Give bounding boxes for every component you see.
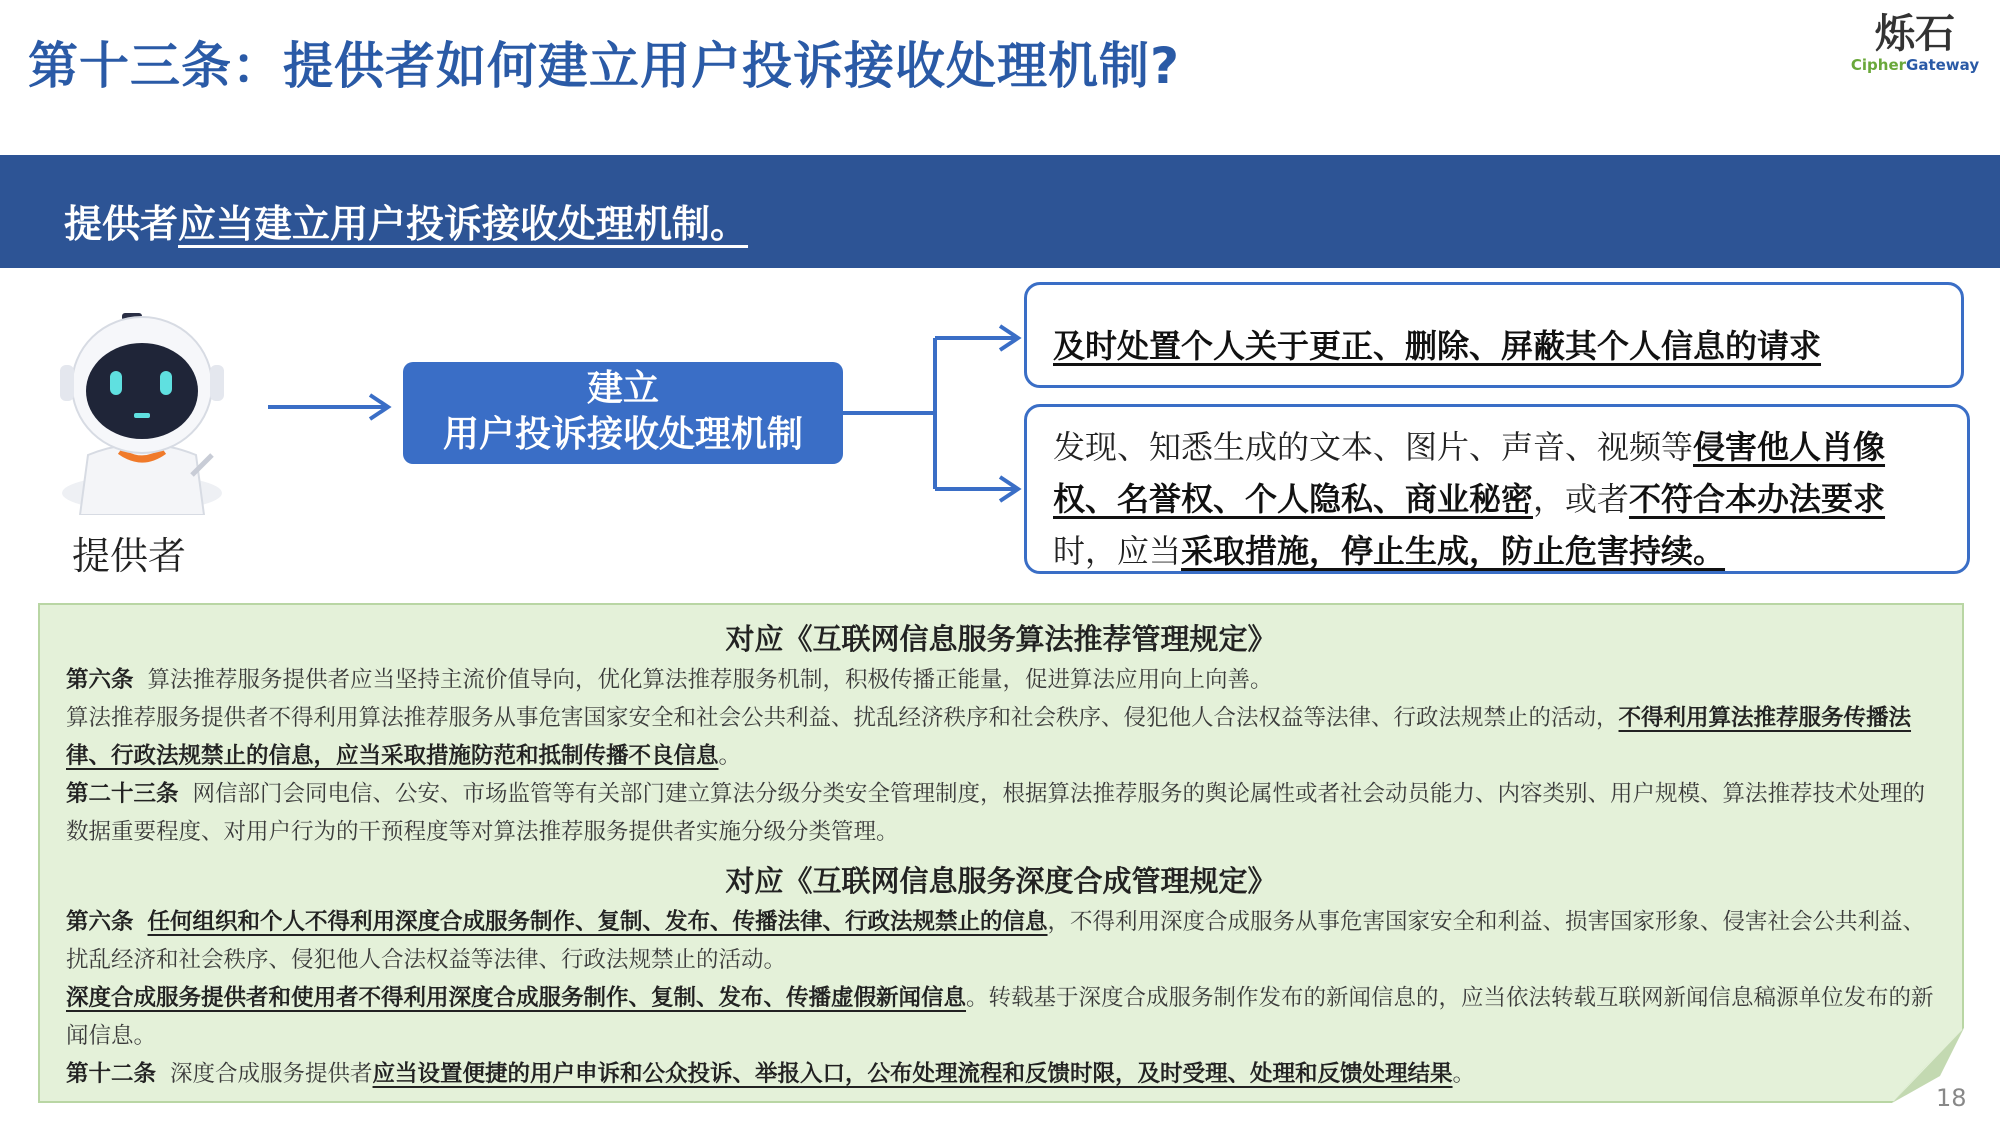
- provider-label: 提供者: [72, 534, 187, 578]
- mechanism-line1: 建立: [586, 368, 659, 409]
- outcome-box-1: [1024, 282, 1964, 388]
- logo-en-part2: Gateway: [1906, 56, 1980, 74]
- box2-t2: 侵害他人肖像权、名誉权、个人隐私、商业秘密: [1053, 428, 1886, 518]
- article-end: 。: [718, 743, 742, 769]
- regulations-panel: [38, 603, 1964, 1103]
- logo-cn-text: 烁石: [1875, 11, 1955, 57]
- outcome-box-1-text: 及时处置个人关于更正、删除、屏蔽其个人信息的请求: [1053, 327, 1822, 365]
- outcome-box-2: [1024, 404, 1970, 574]
- page-number: 18: [1936, 1084, 1967, 1112]
- page-title: 第十三条：提供者如何建立用户投诉接收处理机制?: [28, 37, 1181, 95]
- article-text: 算法推荐服务提供者应当坚持主流价值导向，优化算法推荐服务机制，积极传播正能量，促进算法应用向上向善。: [147, 667, 1273, 693]
- mechanism-line2: 用户投诉接收处理机制: [442, 414, 803, 455]
- article-text: ，不得利用深度合成服务从事危害国家安全和利益、损害国家形象、侵害社会公共利益、扰乱经济和社会秩序、侵犯他人合法权益等法律、行政法规禁止的活动。: [66, 909, 1926, 973]
- regulation-paragraph: [66, 979, 1936, 1055]
- box2-t6: 采取措施，停止生成，防止危害持续。: [1181, 532, 1726, 570]
- robot-astronaut-icon: [52, 305, 232, 515]
- regulation-heading-2: 对应《互联网信息服务深度合成管理规定》: [725, 864, 1277, 898]
- article-label: 第六条: [66, 909, 134, 935]
- box2-t4: 不符合本办法要求: [1629, 480, 1886, 518]
- regulation-paragraph: [66, 775, 1936, 851]
- article-underlined: 不得利用算法推荐服务传播法律、行政法规禁止的信息，应当采取措施防范和抵制传播不良信息: [66, 705, 1912, 769]
- logo-en-part1: Cipher: [1850, 56, 1907, 74]
- regulation-paragraph: [66, 903, 1936, 979]
- mechanism-box: [403, 362, 843, 464]
- box2-t3: ，或者: [1533, 480, 1630, 518]
- banner-underlined: 应当建立用户投诉接收处理机制。: [178, 202, 749, 246]
- regulation-paragraph: [66, 1055, 1936, 1093]
- regulation-heading-1: 对应《互联网信息服务算法推荐管理规定》: [725, 622, 1277, 656]
- regulation-paragraph: [66, 699, 1936, 775]
- article-underlined: 深度合成服务提供者和使用者不得利用深度合成服务制作、复制、发布、传播虚假新闻信息: [66, 985, 967, 1011]
- article-text: 。转载基于深度合成服务制作发布的新闻信息的，应当依法转载互联网新闻信息稿源单位发布的新闻信息。: [66, 985, 1934, 1049]
- box2-t1: 发现、知悉生成的文本、图片、声音、视频等: [1053, 428, 1694, 466]
- article-end: 。: [1452, 1061, 1476, 1087]
- regulation-paragraph: [66, 661, 1936, 699]
- banner-prefix: 提供者: [64, 202, 179, 246]
- article-underlined: 应当设置便捷的用户申诉和公众投诉、举报入口，公布处理流程和反馈时限，及时受理、处理和反馈处理结果: [372, 1061, 1453, 1087]
- article-underlined: 任何组织和个人不得利用深度合成服务制作、复制、发布、传播法律、行政法规禁止的信息: [147, 909, 1048, 935]
- article-label: 第二十三条: [66, 781, 179, 807]
- article-label: 第十二条: [66, 1061, 157, 1087]
- box2-t5: 时，应当: [1053, 532, 1182, 570]
- article-text: 算法推荐服务提供者不得利用算法推荐服务从事危害国家安全和社会公共利益、扰乱经济秩序和社会秩序、侵犯他人合法权益等法律、行政法规禁止的活动，: [66, 705, 1619, 731]
- article-label: 第六条: [66, 667, 134, 693]
- outcome-box-2-text: [1053, 421, 1933, 577]
- article-text: 深度合成服务提供者: [170, 1061, 373, 1087]
- article-text: 网信部门会同电信、公安、市场监管等有关部门建立算法分级分类安全管理制度，根据算法推荐服务的舆论属性或者社会动员能力、内容类别、用户规模、算法推荐技术处理的数据重要程度、对用户行为的干预程度等对算法推荐服务提供者实施分级分类管理。: [66, 781, 1926, 845]
